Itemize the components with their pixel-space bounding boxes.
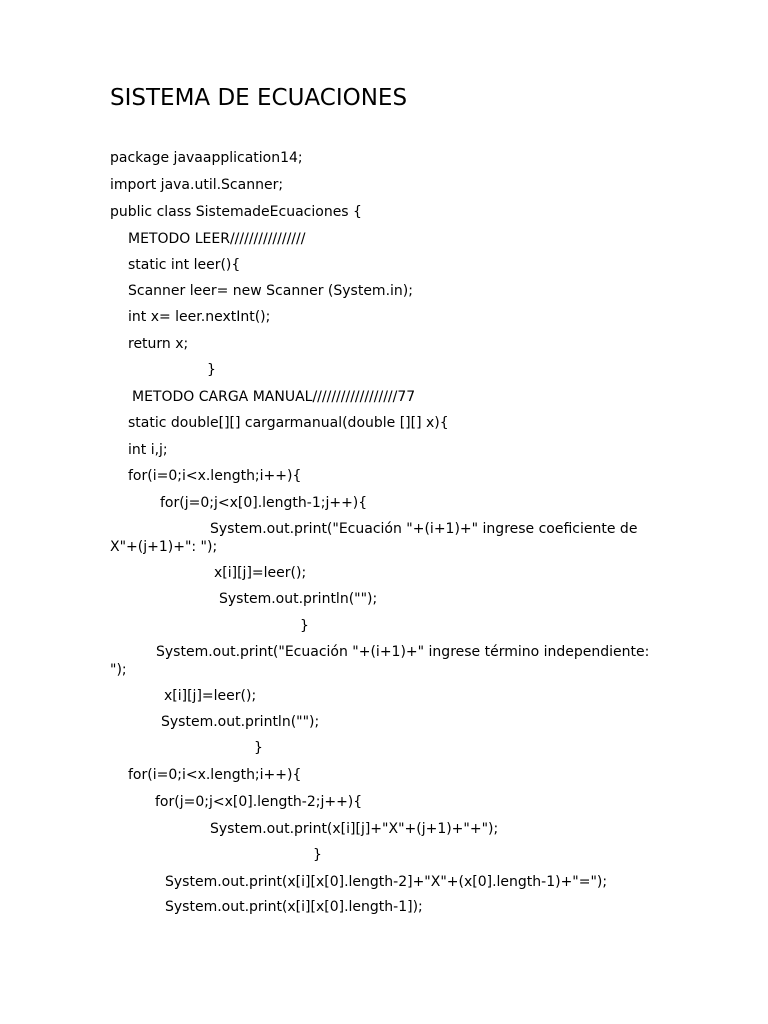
code-line: System.out.print("Ecuación "+(i+1)+" ingrese coeficiente de X"+(j+1)+": "); <box>110 521 638 555</box>
code-line: METODO LEER//////////////// <box>128 231 306 247</box>
code-line: int i,j; <box>128 442 168 458</box>
code-line: public class SistemadeEcuaciones { <box>110 204 362 220</box>
code-line: } <box>313 847 322 863</box>
code-line: import java.util.Scanner; <box>110 177 284 193</box>
code-line: int x= leer.nextInt(); <box>128 309 271 325</box>
code-line: METODO CARGA MANUAL//////////////////77 <box>132 389 416 405</box>
code-line: for(i=0;i<x.length;i++){ <box>128 767 302 783</box>
code-line: package javaapplication14; <box>110 150 303 166</box>
code-line: x[i][j]=leer(); <box>164 688 257 704</box>
document-title: SISTEMA DE ECUACIONES <box>110 85 408 111</box>
code-line: System.out.print(x[i][x[0].length-1]); <box>165 899 423 915</box>
code-line: static double[][] cargarmanual(double [][] x){ <box>128 415 449 431</box>
code-line: System.out.println(""); <box>219 591 378 607</box>
code-line: } <box>300 618 309 634</box>
code-line: for(j=0;j<x[0].length-1;j++){ <box>160 495 368 511</box>
code-line: static int leer(){ <box>128 257 241 273</box>
code-line: System.out.println(""); <box>161 714 320 730</box>
code-line: System.out.print(x[i][x[0].length-2]+"X"+(x[0].length-1)+"="); <box>165 874 608 890</box>
code-line: System.out.print(x[i][j]+"X"+(j+1)+"+"); <box>210 821 499 837</box>
code-line: x[i][j]=leer(); <box>214 565 307 581</box>
code-line: } <box>254 740 263 756</box>
code-line: return x; <box>128 336 189 352</box>
code-line: System.out.print("Ecuación "+(i+1)+" ingrese término independiente: "); <box>110 644 650 678</box>
code-line: for(j=0;j<x[0].length-2;j++){ <box>155 794 363 810</box>
code-line: for(i=0;i<x.length;i++){ <box>128 468 302 484</box>
code-line: } <box>207 362 216 378</box>
code-line: Scanner leer= new Scanner (System.in); <box>128 283 413 299</box>
